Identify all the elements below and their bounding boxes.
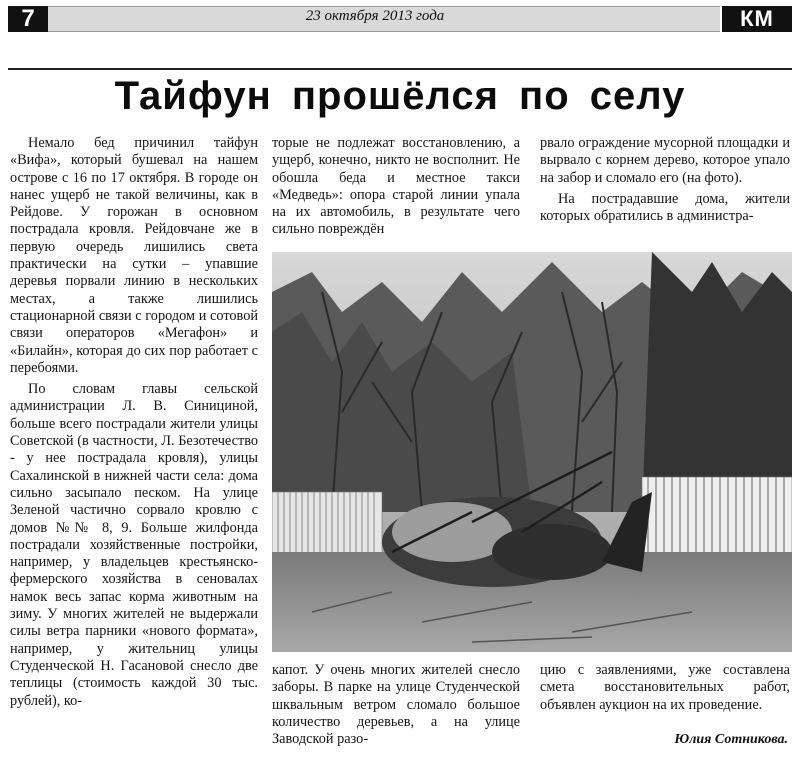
paragraph: На пострадавшие дома, жители которых обратились в администра- xyxy=(540,190,790,225)
paragraph: торые не подлежат восстановлению, а ущерб, конечно, никто не восполнит. Не обошла беда и местное такси «Медведь»: опора старой линии упала на их автомобиль, в результате чего сильно повреждён xyxy=(272,135,520,238)
paragraph: рвало ограждение мусорной площадки и вырвало с корнем дерево, которое упало на забор и сломало его (на фото). xyxy=(540,135,790,186)
title-rule xyxy=(8,68,792,70)
article-author: Юлия Сотникова. xyxy=(674,732,788,747)
issue-date: 23 октября 2013 года xyxy=(305,8,445,24)
paragraph: цию с заявлениями, уже составлена смета восстановительных работ, объявлен аукцион на их проведение. xyxy=(540,662,790,713)
paragraph: Немало бед причинил тайфун «Вифа», который бушевал на нашем острове с 16 по 17 октября. В городе он нанес ущерб не такой величины, как в Рейдове. У горожан в основном пострадала кровля. Рейдовчане же в первую очередь лишились света практически на сутки – упавшие деревья порвали линию в нескольких местах, а также лишились стационарной связи с городом и сотовой связи операторов «Мегафон» и «Билайн», которая до сих пор работает с перебоями. xyxy=(10,135,258,376)
page-number: 7 xyxy=(8,6,48,32)
paragraph: По словам главы сельской администрации Л. В. Синициной, больше всего пострадали жители улицы Советской (в частности, Л. Безотечество - у нее пострадала кровля), улицы Сахалинской в нижней части села: дома сильно засыпало песком. На улице Зеленой частично сорвало кровлю с домов №№ 8, 9. Больше жилфонда пострадали хозяйственные постройки, например, у владельцев крестьянско-фермерского хозяйства в сеновалах намок весь запас корма животным на зиму. У многих жителей не выдержали силы ветра парники «нового формата», например, у жительниц улицы Студенческой Н. Гасановой снесло две теплицы (стоимость каждой 30 тыс. рублей), ко- xyxy=(10,381,258,709)
paragraph: капот. У очень многих жителей снесло заборы. В парке на улице Студенческой шквальным ветром сломало большое количество деревьев, а на улице Заводской разо- xyxy=(272,662,520,748)
article-photo xyxy=(272,252,792,652)
article-column-2-bottom xyxy=(272,662,520,748)
article-column-3-bottom xyxy=(540,662,790,714)
article-column-2-top xyxy=(272,135,520,239)
article-column-3-top xyxy=(540,135,790,225)
fallen-tree-photo xyxy=(272,252,792,652)
article-title: Тайфун прошёлся по селу xyxy=(114,74,686,118)
newspaper-logo: КМ xyxy=(722,6,792,32)
article-column-1 xyxy=(10,135,258,710)
